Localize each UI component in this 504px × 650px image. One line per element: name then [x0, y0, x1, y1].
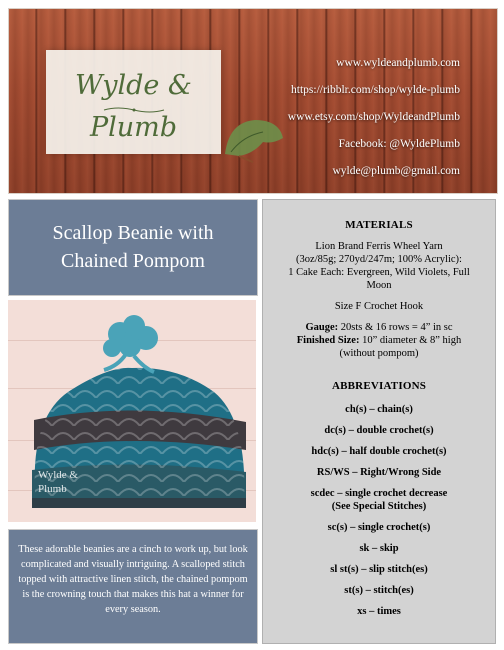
hook-size: Size F Crochet Hook	[334, 301, 424, 312]
gauge-label: Gauge:	[305, 322, 339, 333]
gauge-line	[263, 321, 495, 334]
facebook-handle[interactable]: Facebook: @WyldePlumb	[338, 138, 460, 150]
abbreviation-item: dc(s) – double crochet(s)	[324, 425, 434, 436]
yarn-line-3: 1 Cake Each: Evergreen, Wild Violets, Full	[288, 267, 470, 278]
finished-size-line	[263, 334, 495, 347]
header-banner	[8, 8, 498, 194]
yarn-line-4: Moon	[366, 280, 392, 291]
pattern-title-panel	[8, 199, 258, 296]
abbreviation-item: scdec – single crochet decrease	[310, 488, 448, 499]
logo	[46, 50, 221, 154]
photo-watermark	[38, 468, 78, 496]
finished-size-value: 10” diameter & 8” high	[359, 335, 462, 346]
contact-list	[288, 50, 460, 185]
abbreviation-item: sl st(s) – slip stitch(es)	[330, 564, 428, 575]
abbreviation-item: st(s) – stitch(es)	[344, 585, 414, 596]
abbreviation-item-note: (See Special Stitches)	[331, 501, 427, 512]
logo-line-2: Plumb	[89, 112, 178, 143]
materials-panel	[262, 199, 496, 644]
yarn-line-2: (3oz/85g; 270yd/247m; 100% Acrylic):	[296, 254, 462, 265]
pattern-title-line-1: Scallop Beanie with	[52, 222, 214, 244]
watermark-line-1: Wylde &	[38, 469, 78, 481]
yarn-line-1: Lion Brand Ferris Wheel Yarn	[315, 241, 443, 252]
description-panel	[8, 529, 258, 644]
ginkgo-leaf-icon	[219, 114, 289, 164]
finished-size-label: Finished Size:	[296, 335, 360, 346]
website-link[interactable]: www.wyldeandplumb.com	[336, 57, 460, 69]
email-address[interactable]: wylde@plumb@gmail.com	[332, 165, 460, 177]
finished-size-note: (without pompom)	[339, 348, 419, 359]
description-text: These adorable beanies are a cinch to work up, but look complicated and visually intriguing. A scalloped stitch topped with attractive linen stitch, the chained pompom is the crowning touch that makes this hat a winner for every season.	[18, 544, 248, 615]
watermark-line-2: Plumb	[38, 483, 67, 495]
logo-line-1: Wylde &	[75, 70, 192, 101]
abbreviation-item: RS/WS – Right/Wrong Side	[316, 467, 442, 478]
ribblr-link[interactable]: https://ribblr.com/shop/wylde-plumb	[291, 84, 460, 96]
abbreviation-item: sk – skip	[359, 543, 399, 554]
beanie-photo	[8, 300, 256, 522]
pattern-title-line-2: Chained Pompom	[61, 250, 205, 272]
gauge-value: 20sts & 16 rows = 4” in sc	[338, 322, 453, 333]
abbreviation-item: xs – times	[357, 606, 401, 617]
abbreviation-item: hdc(s) – half double crochet(s)	[311, 446, 447, 457]
materials-heading: MATERIALS	[345, 219, 413, 231]
abbreviation-item: ch(s) – chain(s)	[345, 404, 413, 415]
etsy-link[interactable]: www.etsy.com/shop/WyldeandPlumb	[287, 111, 460, 123]
abbreviation-item: sc(s) – single crochet(s)	[327, 522, 431, 533]
abbreviations-heading: ABBREVIATIONS	[331, 380, 427, 392]
